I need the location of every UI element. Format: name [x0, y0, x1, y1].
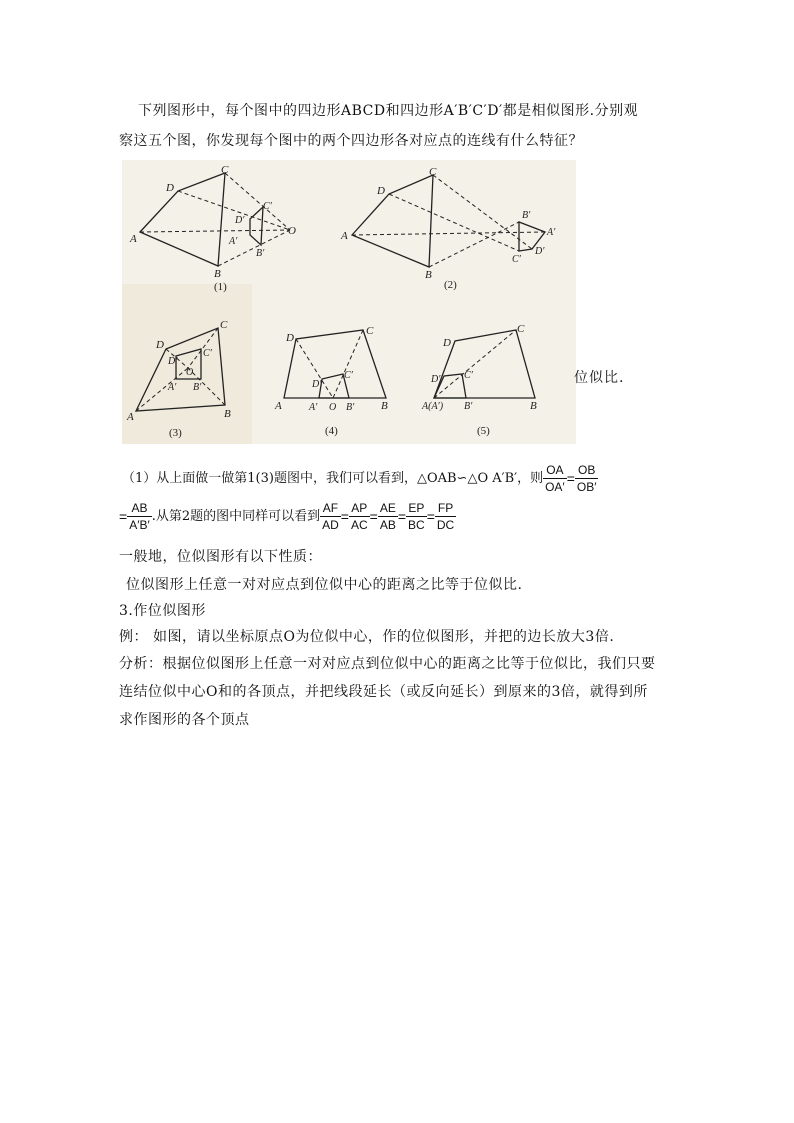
fig1-label-b: B [214, 268, 221, 280]
fig1-caption: (1) [214, 281, 227, 293]
fig2-label-a1: A′ [547, 227, 556, 238]
fig2-label-b1: B′ [522, 210, 531, 221]
section3-analysis-1: 分析：根据位似图形上任意一对对应点到位似中心的距离之比等于位似比，我们只要 [119, 656, 656, 672]
fig4-label-b1: B′ [346, 402, 355, 413]
section3-example: 例： 如图，请以坐标原点O为位似中心，作的位似图形，并把的边长放大3倍. [119, 629, 615, 645]
intro-line-1: 下列图形中，每个图中的四边形ABCD和四边形A′B′C′D′都是相似图形.分别观 [138, 103, 639, 119]
fig5-label-b1: B′ [464, 401, 473, 412]
fraction-ep-bc: $\frac{EP}{BC}$ [408, 501, 425, 532]
fig3-label-o: O [186, 367, 194, 378]
fig3-label-d: D [156, 339, 164, 351]
fig1-quad-abcd [140, 173, 225, 266]
fig5-label-aa1: A(A′) [422, 401, 444, 412]
fig1-label-d: D [166, 182, 174, 194]
fig1-label-c1: C′ [263, 201, 272, 212]
fig3-label-b: B [224, 408, 231, 420]
overlay-text-fragment: 位似比. [574, 370, 625, 386]
fig4-label-b: B [381, 400, 388, 412]
section3-analysis-2: 连结位似中心O和的各顶点，并把线段延长（或反向延长）到原来的3倍，就得到所 [119, 684, 648, 700]
fig5-label-d: D [443, 337, 451, 349]
section1-middle: .从第2题的图中同样可以看到 [151, 509, 321, 524]
fig3-label-a: A [127, 411, 134, 423]
fig4-label-a1: A′ [309, 402, 318, 413]
fig1-label-d1: D′ [235, 215, 245, 226]
fig3-quad-abcd [136, 328, 225, 411]
property-statement: 位似图形上任意一对对应点到位似中心的距离之比等于位似比. [126, 577, 523, 593]
fig1-label-a: A [130, 233, 137, 245]
section1-prefix: （1）从上面做一做第1(3)题图中，我们可以看到，△OAB∽△O A′B′，则 [122, 471, 544, 486]
section3-title: 3.作位似图形 [119, 603, 206, 619]
fig3-label-b1: B′ [193, 382, 202, 393]
fig1-label-a1: A′ [229, 236, 238, 247]
fig1-quad-small [250, 207, 263, 245]
fig3-label-c: C [220, 319, 228, 331]
fig4-label-d1: D′ [312, 379, 322, 390]
section3-analysis-3: 求作图形的各个顶点 [119, 712, 250, 728]
fig5-label-c: C [517, 323, 525, 335]
fraction-ob: $\frac{OB}{OB'}$ [576, 463, 597, 494]
fig5-label-b: B [530, 400, 537, 412]
fig4-label-c: C [366, 325, 374, 337]
fig4-label-o: O [329, 402, 337, 413]
fig4-label-d: D [286, 332, 294, 344]
fraction-oa: $\frac{OA}{OA'}$ [545, 463, 565, 494]
fig3-label-d1: D′ [168, 356, 178, 367]
fig4-label-c1: C′ [344, 370, 353, 381]
fig1-label-c: C [221, 164, 229, 176]
similar-figures-diagram [122, 160, 582, 450]
fig3-label-c1: C′ [203, 348, 212, 359]
fig4-caption: (4) [325, 425, 338, 437]
fraction-ab: $\frac{AB}{A'B'}$ [129, 501, 150, 532]
intro-line-2: 察这五个图，你发现每个图中的两个四边形各对应点的连线有什么特征？ [119, 133, 583, 149]
fig2-quad-abcd [352, 175, 433, 267]
fig2-label-d1: D′ [535, 246, 545, 257]
fraction-fp-dc: $\frac{FP}{DC}$ [436, 501, 455, 532]
fig5-label-c1: C′ [464, 370, 473, 381]
fig2-caption: (2) [444, 279, 457, 291]
fig3-label-a1: A′ [168, 382, 177, 393]
property-intro: 一般地，位似图形有以下性质： [119, 549, 322, 565]
fig4-label-a: A [275, 400, 282, 412]
section1-line2: = $\frac{AB}{A'B'}$ .从第2题的图中同样可以看到 $\frac{AF}{AD}$ = $\frac{AP}{AC}$ = $\frac{AE}{AB}$ = $\frac{EP}{BC}$ = $\frac{FP}{DC}$ [119, 501, 455, 532]
fraction-af-ad: $\frac{AF}{AD}$ [322, 501, 339, 532]
fig2-label-c1: C′ [512, 254, 521, 265]
fig2-label-c: C [429, 166, 437, 178]
fig2-label-d: D [377, 185, 385, 197]
fig2-label-b: B [425, 269, 432, 281]
fig1-label-o: O [288, 225, 296, 237]
fig5-label-d1: D′ [431, 374, 441, 385]
fig4-quad-abcd [284, 330, 386, 398]
fig1-label-b1: B′ [256, 248, 265, 259]
fig5-caption: (5) [477, 425, 490, 437]
fraction-ae-ab: $\frac{AE}{AB}$ [379, 501, 396, 532]
section1-line1: （1）从上面做一做第1(3)题图中，我们可以看到，△OAB∽△O A′B′，则 $\frac{OA}{OA'}$ = $\frac{OB}{OB'}$ [122, 463, 597, 494]
fig3-caption: (3) [169, 427, 182, 439]
fraction-ap-ac: $\frac{AP}{AC}$ [350, 501, 368, 532]
fig2-label-a: A [341, 230, 348, 242]
